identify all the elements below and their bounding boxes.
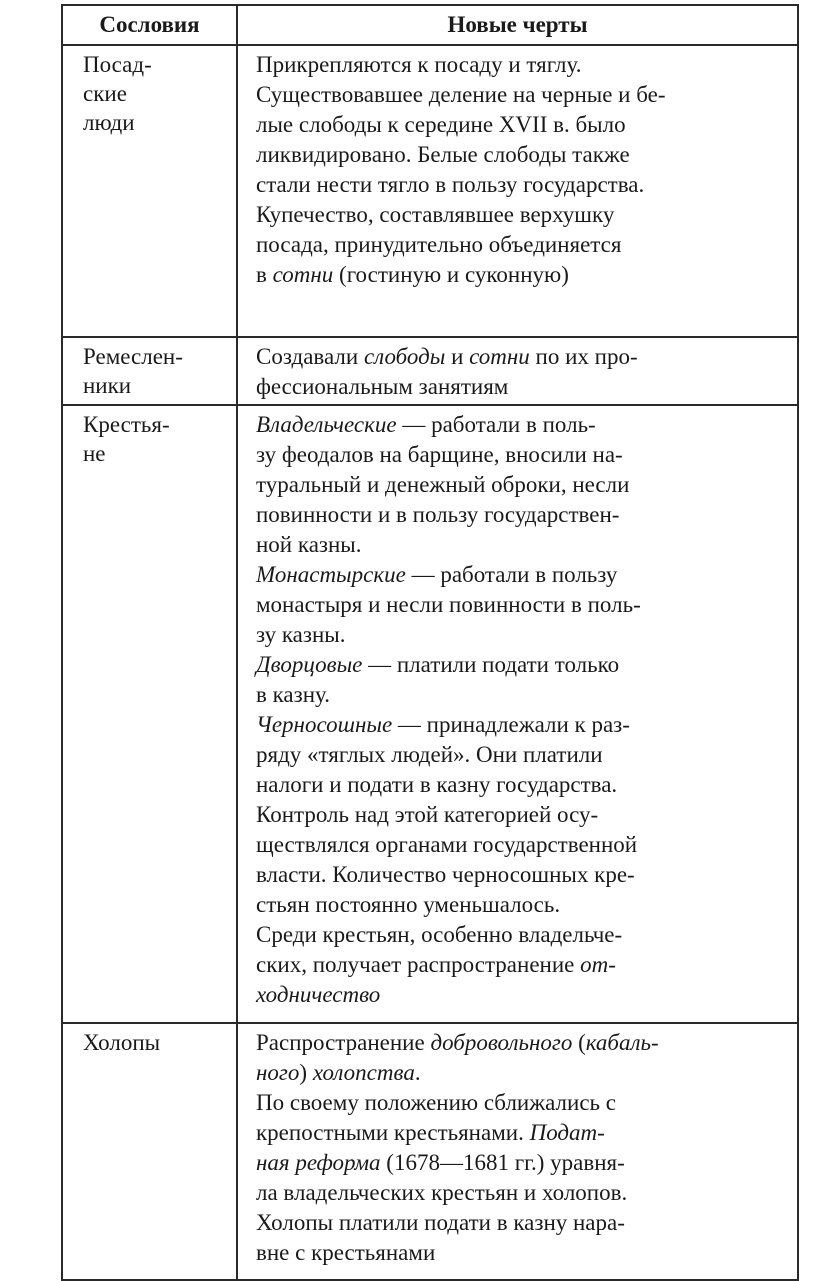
text-segment: — работали в пользу xyxy=(405,562,618,587)
table-row xyxy=(63,1024,797,1279)
text-segment: ной казны. xyxy=(256,532,362,557)
table-row xyxy=(63,338,797,406)
text-segment: — платили подати только xyxy=(362,652,620,677)
features-line xyxy=(256,342,797,372)
text-segment: Контроль над этой категорией осу- xyxy=(256,802,599,827)
features-line xyxy=(256,1148,797,1178)
text-segment: Купечество, составлявшее верхушку xyxy=(256,202,615,227)
italic-term: ная реформа xyxy=(256,1150,381,1175)
estate-name xyxy=(63,46,238,336)
features-line xyxy=(256,710,797,740)
estate-name-line: Холопы xyxy=(83,1030,161,1055)
estate-name-line: ские xyxy=(83,81,127,106)
features-line xyxy=(256,770,797,800)
text-segment: По своему положению сближались с xyxy=(256,1090,616,1115)
italic-term: ного xyxy=(256,1060,300,1085)
features-line xyxy=(256,830,797,860)
features-line xyxy=(256,260,797,290)
italic-term: холопства xyxy=(312,1060,415,1085)
header-estates: Сословия xyxy=(63,6,238,44)
features-line xyxy=(256,470,797,500)
features-line xyxy=(256,410,797,440)
text-segment: — принадлежали к раз- xyxy=(392,712,630,737)
text-segment: налоги и подати в казну государства. xyxy=(256,772,618,797)
features-line xyxy=(256,590,797,620)
features-line xyxy=(256,1178,797,1208)
estate-name-line: ники xyxy=(83,373,132,398)
italic-term: добровольного xyxy=(430,1030,573,1055)
text-segment: и xyxy=(445,344,470,369)
italic-term: Владельческие xyxy=(256,412,397,437)
italic-term: сотни xyxy=(272,262,334,287)
features-line xyxy=(256,1028,797,1058)
table-header-row xyxy=(63,6,797,46)
features-line xyxy=(256,890,797,920)
italic-term: сотни xyxy=(469,344,530,369)
features-line xyxy=(256,680,797,710)
features-line xyxy=(256,500,797,530)
estate-name-line: Ремеслен- xyxy=(83,344,183,369)
italic-term: Черносошные xyxy=(256,712,393,737)
features-line xyxy=(256,80,797,110)
text-segment: . xyxy=(414,1060,421,1085)
text-segment: (гостиную и суконную) xyxy=(333,262,569,287)
features-line xyxy=(256,800,797,830)
text-segment: в xyxy=(256,262,273,287)
text-segment: ских, получает распространение xyxy=(256,952,581,977)
table-body xyxy=(63,46,797,1279)
text-segment: Холопы платили подати в казну нара- xyxy=(256,1210,625,1235)
text-segment: зу феодалов на барщине, вносили на- xyxy=(256,442,623,467)
italic-term: Дворцовые xyxy=(256,652,363,677)
features-line xyxy=(256,650,797,680)
italic-term: Подат- xyxy=(529,1120,605,1145)
text-segment: по их про- xyxy=(529,344,638,369)
features-line xyxy=(256,170,797,200)
text-segment: стьян постоянно уменьшалось. xyxy=(256,892,561,917)
features-line xyxy=(256,920,797,950)
text-segment: зу казны. xyxy=(256,622,346,647)
estate-name-line: люди xyxy=(83,110,135,135)
table-row xyxy=(63,406,797,1024)
features-line xyxy=(256,1118,797,1148)
text-segment: Прикрепляются к посаду и тяглу. xyxy=(256,52,582,77)
estate-name-line: Посад- xyxy=(83,52,152,77)
text-segment: повинности и в пользу государствен- xyxy=(256,502,620,527)
features-line xyxy=(256,140,797,170)
text-segment: ликвидировано. Белые слободы также xyxy=(256,142,630,167)
features-line xyxy=(256,1238,797,1268)
features-line xyxy=(256,230,797,260)
features-line xyxy=(256,560,797,590)
features-line xyxy=(256,440,797,470)
text-segment: ществлялся органами государственной xyxy=(256,832,638,857)
text-segment: в казну. xyxy=(256,682,330,707)
italic-term: от- xyxy=(580,952,616,977)
estate-features xyxy=(238,406,797,1022)
text-segment: ( xyxy=(572,1030,586,1055)
text-segment: стали нести тягло в пользу государства. xyxy=(256,172,645,197)
header-new-features: Новые черты xyxy=(447,12,588,37)
estate-features xyxy=(238,338,797,404)
text-segment: посада, принудительно объединяется xyxy=(256,232,622,257)
italic-term: кабаль- xyxy=(585,1030,659,1055)
italic-term: Монастырские xyxy=(256,562,406,587)
estate-features xyxy=(238,1024,797,1279)
text-segment: (1678—1681 гг.) уравня- xyxy=(380,1150,625,1175)
text-segment: власти. Количество черносошных кре- xyxy=(256,862,635,887)
table-row xyxy=(63,46,797,338)
text-segment: Создавали xyxy=(256,344,364,369)
estates-table xyxy=(61,4,799,1281)
italic-term: слободы xyxy=(363,344,446,369)
features-line xyxy=(256,1058,797,1088)
features-line xyxy=(256,530,797,560)
features-line xyxy=(256,1208,797,1238)
text-segment: крепостными крестьянами. xyxy=(256,1120,530,1145)
features-line xyxy=(256,200,797,230)
text-segment: фессиональным занятиям xyxy=(256,374,509,399)
features-line xyxy=(256,950,797,980)
features-line xyxy=(256,740,797,770)
features-line xyxy=(256,1088,797,1118)
features-line xyxy=(256,860,797,890)
text-segment: ряду «тяглых людей». Они платили xyxy=(256,742,603,767)
estate-name-line: не xyxy=(83,441,106,466)
features-line xyxy=(256,372,797,402)
text-segment: туральный и денежный оброки, несли xyxy=(256,472,630,497)
estate-features xyxy=(238,46,797,336)
estate-name xyxy=(63,1024,238,1279)
text-segment: монастыря и несли повинности в поль- xyxy=(256,592,641,617)
estate-name-line: Крестья- xyxy=(83,412,170,437)
text-segment: Существовавшее деление на черные и бе- xyxy=(256,82,666,107)
text-segment: ла владельческих крестьян и холопов. xyxy=(256,1180,628,1205)
text-segment: — работали в поль- xyxy=(396,412,596,437)
features-line xyxy=(256,50,797,80)
features-line xyxy=(256,110,797,140)
text-segment: Среди крестьян, особенно владельче- xyxy=(256,922,623,947)
text-segment: Распространение xyxy=(256,1030,431,1055)
estate-name xyxy=(63,406,238,1022)
text-segment: ) xyxy=(299,1060,313,1085)
italic-term: ходничество xyxy=(256,982,381,1007)
features-line xyxy=(256,980,797,1010)
text-segment: лые слободы к середине XVII в. было xyxy=(256,112,626,137)
features-line xyxy=(256,620,797,650)
estate-name xyxy=(63,338,238,404)
text-segment: вне с крестьянами xyxy=(256,1240,436,1265)
